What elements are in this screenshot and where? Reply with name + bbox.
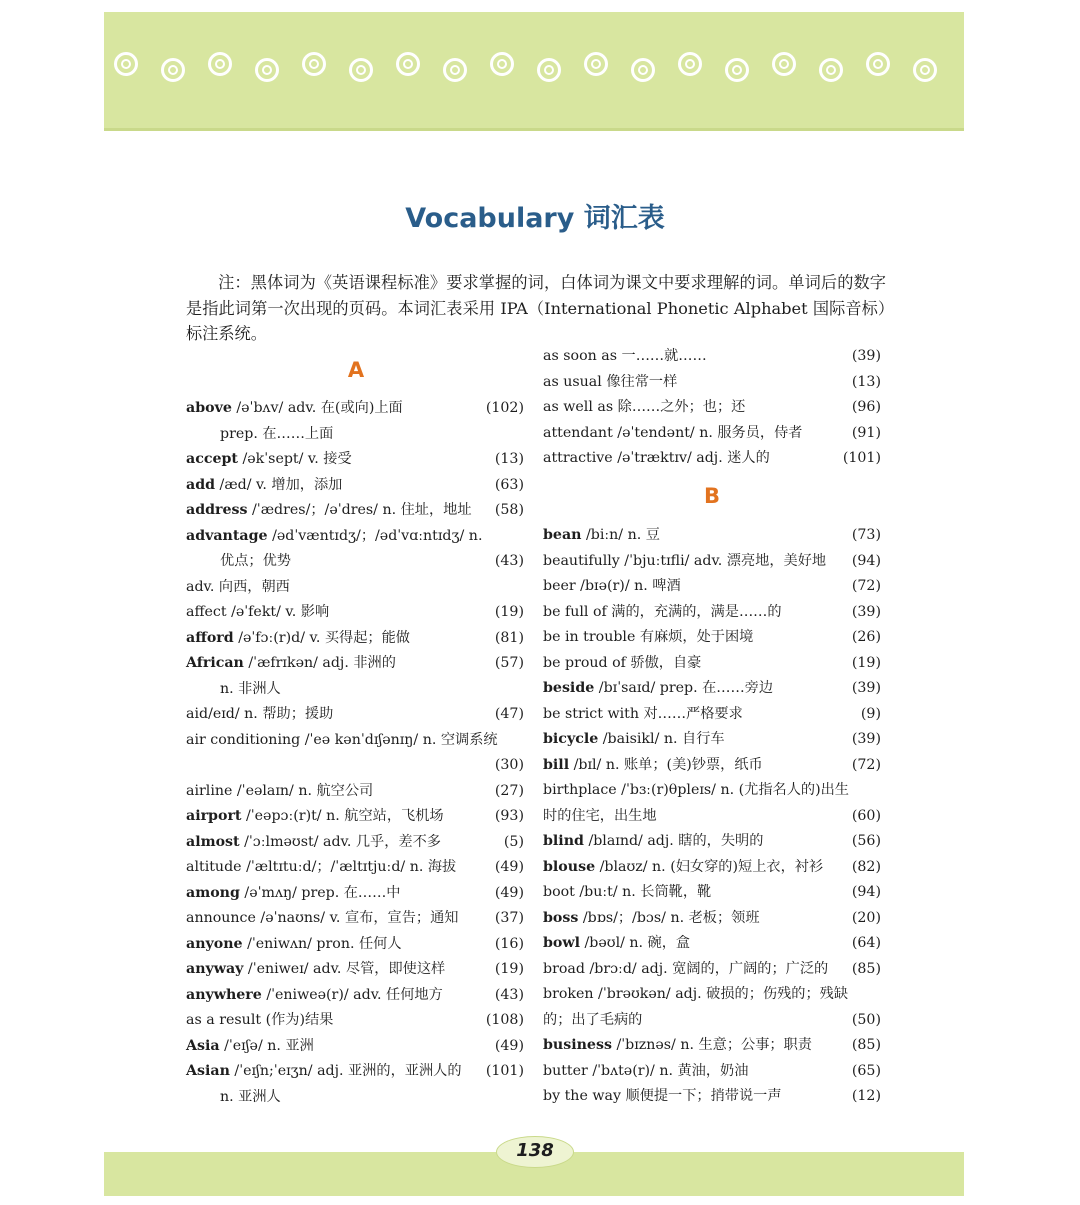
ring-ornament <box>255 58 279 82</box>
vocab-page-ref: (43) <box>494 986 524 1003</box>
vocab-entry-text <box>220 1085 281 1109</box>
intro-note-text: 注：黑体词为《英语课程标准》要求掌握的词，白体词为课文中要求理解的词。单词后的数字是指此词第一次出现的页码。本词汇表采用 IPA（International Phonetic Alphabet 国际音标）标注系统。 <box>186 273 886 343</box>
vocab-page-ref: (37) <box>494 910 524 926</box>
vocab-definition: 一……就…… <box>617 348 707 364</box>
vocab-entry <box>543 549 881 573</box>
vocab-definition: /ˈeə kənˈdɪʃənɪŋ/ n. 空调系统 <box>300 731 498 748</box>
vocab-entry <box>543 1008 881 1032</box>
vocab-definition: n. 非洲人 <box>220 680 281 697</box>
vocab-headword: address <box>186 502 248 518</box>
vocab-headword: as usual <box>543 373 602 390</box>
vocab-headword: announce <box>186 910 256 926</box>
vocab-page-ref: (64) <box>851 935 881 951</box>
vocab-page-ref: (13) <box>851 373 881 390</box>
vocab-page-ref: (94) <box>851 552 881 569</box>
vocab-definition: /əˈmʌŋ/ prep. 在……中 <box>239 884 401 901</box>
vocab-entry <box>543 753 881 777</box>
vocab-entry <box>186 702 524 726</box>
vocab-headword: Asian <box>186 1063 230 1079</box>
vocab-entry <box>186 855 524 879</box>
vocab-entry-text <box>186 575 290 599</box>
vocab-definition: (作为)结果 <box>261 1012 334 1028</box>
vocab-headword: business <box>543 1037 612 1053</box>
vocab-headword: boot <box>543 884 575 900</box>
vocab-headword: broad <box>543 960 585 977</box>
vocab-entry-text <box>186 498 472 522</box>
ring-ornament <box>302 52 326 76</box>
vocab-page-ref: (50) <box>851 1011 881 1028</box>
vocab-headword: affect <box>186 604 227 620</box>
ring-ornament <box>161 58 185 82</box>
vocab-entry <box>186 753 524 777</box>
vocab-definition: /ədˈvæntɪdʒ/；/ədˈvɑːntɪdʒ/ n. <box>267 527 483 544</box>
vocab-entry-text <box>543 1008 642 1032</box>
vocab-entry-text <box>543 651 701 675</box>
vocab-definition: /əˈfekt/ v. 影响 <box>226 604 330 620</box>
vocab-entry <box>186 498 524 522</box>
vocab-entry-text <box>543 880 711 904</box>
vocab-entry <box>543 523 881 547</box>
vocab-entry <box>543 957 881 981</box>
vocab-definition: /ˈeniweɪ/ adv. 尽管，即使这样 <box>243 961 446 977</box>
vocab-entry <box>186 396 524 420</box>
vocab-definition: /blaʊz/ n. (妇女穿的)短上衣，衬衫 <box>595 858 824 875</box>
vocab-headword: blouse <box>543 858 596 875</box>
vocab-page-ref: (91) <box>851 424 881 441</box>
vocab-definition: /ˈeɪʃə/ n. 亚洲 <box>219 1037 314 1054</box>
vocab-headword: bowl <box>543 935 580 951</box>
vocab-entry <box>186 651 524 675</box>
vocab-headword: afford <box>186 629 234 646</box>
vocab-entry-text <box>186 600 329 624</box>
vocab-entry-text <box>543 1084 782 1108</box>
vocab-definition: /əˈtræktɪv/ adj. 迷人的 <box>612 450 770 466</box>
vocab-entry <box>186 447 524 471</box>
vocab-entry <box>186 881 524 905</box>
vocab-headword: beside <box>543 680 595 696</box>
vocab-page-ref: (12) <box>851 1088 881 1104</box>
vocab-headword: aid <box>186 706 209 722</box>
vocab-page-ref: (58) <box>494 502 524 518</box>
vocab-entry <box>186 728 524 752</box>
ring-ornament <box>443 58 467 82</box>
vocab-definition: /bɪə(r)/ n. 啤酒 <box>575 578 681 594</box>
vocab-entry <box>186 1034 524 1058</box>
vocab-definition: /əˈfɔː(r)d/ v. 买得起；能做 <box>233 629 410 646</box>
vocab-page-ref: (85) <box>851 960 881 977</box>
vocab-definition: /biːn/ n. 豆 <box>581 527 660 543</box>
vocab-entry-text <box>543 574 681 598</box>
vocab-entry-text <box>543 446 770 470</box>
vocab-headword: attendant <box>543 424 613 441</box>
vocab-entry <box>186 1008 524 1032</box>
vocab-definition: 像往常一样 <box>601 373 678 390</box>
vocab-entry-text <box>543 778 849 802</box>
vocab-entry-text <box>543 906 760 930</box>
ring-ornament <box>866 52 890 76</box>
vocab-entry-text <box>220 549 291 573</box>
vocab-headword: air conditioning <box>186 731 301 748</box>
vocab-definition: /baisikl/ n. 自行车 <box>598 731 725 747</box>
ring-ornament <box>208 52 232 76</box>
vocab-entry <box>186 524 524 548</box>
page-number: 138 <box>516 1140 554 1161</box>
vocab-page-ref: (13) <box>494 451 524 467</box>
vocab-entry <box>186 906 524 930</box>
vocab-page-ref: (30) <box>494 757 524 773</box>
vocab-page-ref: (49) <box>494 884 524 901</box>
vocab-definition: /ˈbrəʊkən/ adj. 破损的；伤残的；残缺 <box>593 986 849 1002</box>
vocab-entry <box>543 855 881 879</box>
ring-ornament <box>725 58 749 82</box>
vocab-definition: 除……之外；也；还 <box>613 399 746 415</box>
vocab-entry <box>186 830 524 854</box>
vocab-entry <box>543 778 881 802</box>
vocab-entry-text <box>186 804 444 828</box>
vocab-page-ref: (19) <box>494 961 524 977</box>
vocab-page-ref: (101) <box>842 450 881 466</box>
vocab-definition: /ˈbɜː(r)θpleɪs/ n. (尤指名人的)出生 <box>616 782 849 798</box>
vocab-entry <box>186 804 524 828</box>
vocab-definition: 的；出了毛病的 <box>543 1011 643 1028</box>
vocab-definition: 有麻烦，处于困境 <box>635 629 754 645</box>
vocab-entry-text <box>543 727 725 751</box>
vocab-definition: /æd/ v. 增加，添加 <box>215 476 343 493</box>
vocab-entry-text <box>186 957 445 981</box>
vocab-definition: 时的住宅，出生地 <box>543 807 657 824</box>
vocab-headword: almost <box>186 833 240 850</box>
vocab-entry <box>543 574 881 598</box>
vocab-definition: /bɒs/；/bɔs/ n. 老板；领班 <box>578 909 760 926</box>
vocab-definition: adv. 向西，朝西 <box>186 578 290 595</box>
vocab-entry-text <box>543 702 743 726</box>
vocab-headword: airport <box>186 808 242 824</box>
vocab-definition: /ˈædres/；/əˈdres/ n. 住址，地址 <box>247 502 472 518</box>
vocab-headword: be full of <box>543 603 607 620</box>
vocab-headword: bill <box>543 756 570 773</box>
vocab-entry <box>186 677 524 701</box>
page-title: Vocabulary 词汇表 <box>405 203 665 234</box>
vocab-entry-text <box>186 473 342 497</box>
vocab-headword: anyway <box>186 961 244 977</box>
vocab-page-ref: (49) <box>494 859 524 875</box>
vocab-headword: as a result <box>186 1012 262 1028</box>
vocab-entry <box>186 779 524 803</box>
vocab-definition: /əkˈsept/ v. 接受 <box>237 451 352 467</box>
vocab-page-ref: (26) <box>851 629 881 645</box>
vocab-headword: beautifully <box>543 552 620 569</box>
vocab-definition: 满的，充满的，满是……的 <box>606 603 782 620</box>
vocab-entry <box>543 421 881 445</box>
top-decorative-banner <box>104 12 964 131</box>
vocab-headword: anywhere <box>186 986 262 1003</box>
ring-ornament <box>490 52 514 76</box>
vocab-page-ref: (93) <box>494 808 524 824</box>
vocab-entry <box>543 1084 881 1108</box>
vocab-entry <box>543 804 881 828</box>
vocab-entry-text <box>543 625 753 649</box>
vocab-headword: among <box>186 884 240 901</box>
vocab-entry <box>543 906 881 930</box>
vocab-entry <box>543 1033 881 1057</box>
ring-ornament <box>631 58 655 82</box>
vocab-headword: be in trouble <box>543 629 636 645</box>
vocab-entry <box>186 549 524 573</box>
ring-ornament <box>678 52 702 76</box>
vocab-entry <box>186 575 524 599</box>
vocab-entry <box>543 395 881 419</box>
vocab-page-ref: (16) <box>494 935 524 952</box>
vocab-definition: /əˈtendənt/ n. 服务员，侍者 <box>612 424 803 441</box>
vocab-definition: /ˈeɪʃn;ˈeɪʒn/ adj. 亚洲的，亚洲人的 <box>229 1063 462 1079</box>
vocab-headword: anyone <box>186 935 243 952</box>
vocab-entry-text <box>543 1059 748 1083</box>
vocab-definition: /bɪl/ n. 账单；(美)钞票，纸币 <box>569 756 763 773</box>
vocab-definition: prep. 在……上面 <box>220 425 334 442</box>
vocab-headword: birthplace <box>543 782 617 798</box>
vocab-headword: by the way <box>543 1088 621 1104</box>
vocab-page-ref: (49) <box>494 1037 524 1054</box>
vocab-entry <box>543 829 881 853</box>
vocab-page-ref: (19) <box>494 604 524 620</box>
vocab-headword: add <box>186 476 216 493</box>
vocab-headword: airline <box>186 782 233 799</box>
ring-ornament <box>819 58 843 82</box>
vocab-entry <box>186 600 524 624</box>
vocab-entry-text <box>543 421 803 445</box>
vocab-definition: /əˈbʌv/ adv. 在(或向)上面 <box>231 400 403 416</box>
vocab-entry <box>186 957 524 981</box>
vocab-entry-text <box>186 1034 314 1058</box>
vocab-definition: /bəʊl/ n. 碗，盒 <box>580 935 691 951</box>
vocab-headword: as soon as <box>543 348 617 364</box>
vocab-headword: boss <box>543 909 579 926</box>
vocab-headword: African <box>186 655 244 671</box>
vocab-page-ref: (57) <box>494 655 524 671</box>
vocab-entry-text <box>186 932 402 956</box>
vocab-page-ref: (39) <box>851 603 881 620</box>
vocab-definition: /ˈeəpɔː(r)t/ n. 航空站，飞机场 <box>241 808 444 824</box>
vocab-page-ref: (101) <box>485 1063 524 1079</box>
vocab-entry-text <box>543 931 690 955</box>
vocab-definition: /ˈeniweə(r)/ adv. 任何地方 <box>261 986 443 1003</box>
vocab-definition: /ˈeəlaɪn/ n. 航空公司 <box>232 782 374 799</box>
vocab-entry <box>186 1085 524 1109</box>
vocab-entry <box>543 370 881 394</box>
ring-ornament <box>349 58 373 82</box>
vocab-definition: /ˈæfrɪkən/ adj. 非洲的 <box>243 655 396 671</box>
vocab-entry <box>543 625 881 649</box>
vocab-entry <box>543 651 881 675</box>
vocab-entry <box>543 446 881 470</box>
vocab-page-ref: (9) <box>860 705 881 722</box>
vocab-entry-text <box>543 804 657 828</box>
vocab-definition: /ˈɔːlməʊst/ adv. 几乎，差不多 <box>239 833 441 850</box>
vocab-entry-text <box>186 1008 333 1032</box>
vocab-definition: n. 亚洲人 <box>220 1088 281 1105</box>
vocab-entry <box>186 473 524 497</box>
vocab-entry <box>543 982 881 1006</box>
vocab-entry-text <box>186 983 443 1007</box>
vocab-page-ref: (39) <box>851 731 881 747</box>
vocab-entry-text <box>186 396 403 420</box>
vocab-entry-text <box>543 1033 812 1057</box>
vocab-definition: /brɔːd/ adj. 宽阔的，广阔的；广泛的 <box>584 960 829 977</box>
vocab-entry-text <box>186 524 482 548</box>
vocab-page-ref: (72) <box>851 756 881 773</box>
vocab-page-ref: (5) <box>503 833 524 850</box>
vocab-headword: be proud of <box>543 654 626 671</box>
vocab-entry-text <box>186 1059 462 1083</box>
vocab-page-ref: (60) <box>851 807 881 824</box>
vocab-entry-text <box>186 855 456 879</box>
vocab-page-ref: (73) <box>851 527 881 543</box>
ring-ornament <box>537 58 561 82</box>
intro-note <box>186 270 886 347</box>
vocab-page-ref: (81) <box>494 629 524 646</box>
vocab-entry-text <box>543 676 773 700</box>
vocab-page-ref: (94) <box>851 884 881 900</box>
vocab-headword: beer <box>543 578 576 594</box>
vocab-entry-text <box>543 753 763 777</box>
vocab-entry <box>186 422 524 446</box>
vocab-headword: as well as <box>543 399 614 415</box>
vocab-headword: Asia <box>186 1037 220 1054</box>
vocab-definition: 骄傲，自豪 <box>625 654 702 671</box>
vocab-entry <box>543 676 881 700</box>
vocab-entry-text <box>186 830 441 854</box>
vocab-headword: above <box>186 400 232 416</box>
vocab-entry <box>543 702 881 726</box>
vocab-entry-text <box>220 677 281 701</box>
vocab-page-ref: (19) <box>851 654 881 671</box>
vocab-entry-text <box>543 549 826 573</box>
vocab-definition: /buːt/ n. 长筒靴，靴 <box>574 884 712 900</box>
vocab-entry-text <box>543 982 848 1006</box>
ring-ornament <box>913 58 937 82</box>
vocab-entry <box>186 983 524 1007</box>
vocab-page-ref: (43) <box>494 553 524 569</box>
vocab-page-ref: (65) <box>851 1062 881 1079</box>
vocab-entry-text <box>543 829 763 853</box>
ring-ornament <box>772 52 796 76</box>
vocab-page-ref: (72) <box>851 578 881 594</box>
vocab-entry-text <box>543 344 707 368</box>
vocab-headword: be strict with <box>543 705 639 722</box>
vocab-entry-text <box>186 447 352 471</box>
vocab-entry-text <box>186 881 401 905</box>
ring-ornament <box>114 52 138 76</box>
vocab-headword: attractive <box>543 450 613 466</box>
vocab-page-ref: (39) <box>851 348 881 364</box>
vocab-entry-text <box>543 395 745 419</box>
vocab-entry-text <box>543 600 782 624</box>
vocab-page-ref: (27) <box>494 782 524 799</box>
vocab-definition: 优点；优势 <box>220 553 291 569</box>
vocab-entry-text <box>543 855 823 879</box>
vocab-headword: blind <box>543 833 584 849</box>
vocab-entry <box>186 1059 524 1083</box>
vocab-headword: accept <box>186 451 238 467</box>
vocab-definition: /əˈnaʊns/ v. 宣布，宣告；通知 <box>255 910 459 926</box>
vocab-definition: 顺便提一下；捎带说一声 <box>620 1088 782 1104</box>
vocab-entry-text <box>186 906 458 930</box>
vocab-entry <box>543 600 881 624</box>
vocab-entry <box>543 727 881 751</box>
page-number-badge <box>496 1136 574 1168</box>
vocab-entry <box>543 1059 881 1083</box>
vocab-page-ref: (39) <box>851 680 881 696</box>
ring-decoration <box>114 50 954 90</box>
section-letter-b: B <box>703 484 720 508</box>
vocab-entry-text <box>186 779 373 803</box>
vocab-entry-text <box>186 651 396 675</box>
vocab-definition: /ˈeniwʌn/ pron. 任何人 <box>242 935 402 952</box>
vocab-headword: butter <box>543 1062 588 1079</box>
vocab-entry <box>186 932 524 956</box>
vocab-definition: 对……严格要求 <box>638 705 743 722</box>
vocab-page-ref: (20) <box>851 909 881 926</box>
vocab-entry <box>186 626 524 650</box>
vocab-entry-text <box>186 728 498 752</box>
vocab-headword: bean <box>543 527 582 543</box>
vocab-headword: broken <box>543 986 594 1002</box>
ring-ornament <box>396 52 420 76</box>
vocab-page-ref: (47) <box>494 706 524 722</box>
section-letter-a: A <box>347 358 365 382</box>
vocab-entry-text <box>543 523 660 547</box>
vocab-entry <box>543 880 881 904</box>
vocab-entry-text <box>186 626 410 650</box>
vocab-entry <box>543 344 881 368</box>
ring-ornament <box>584 52 608 76</box>
vocab-definition: /bɪˈsaɪd/ prep. 在……旁边 <box>594 680 774 696</box>
vocab-headword: bicycle <box>543 731 599 747</box>
vocab-page-ref: (56) <box>851 833 881 849</box>
vocab-page-ref: (63) <box>494 476 524 493</box>
vocab-entry <box>543 931 881 955</box>
vocab-headword: advantage <box>186 527 268 544</box>
vocab-entry-text <box>220 422 333 446</box>
vocab-page-ref: (108) <box>485 1012 524 1028</box>
vocab-definition: /ˈbʌtə(r)/ n. 黄油，奶油 <box>587 1062 749 1079</box>
vocab-definition: /ˈbjuːtɪfli/ adv. 漂亮地，美好地 <box>619 552 827 569</box>
vocab-definition: /ˈæltɪtuːd/；/ˈæltɪtjuːd/ n. 海拔 <box>241 859 457 875</box>
vocab-entry-text <box>543 957 828 981</box>
vocab-definition: /ˈbɪznəs/ n. 生意；公事；职责 <box>611 1037 812 1053</box>
vocab-page-ref: (82) <box>851 858 881 875</box>
vocab-page-ref: (85) <box>851 1037 881 1053</box>
vocab-entry-text <box>543 370 677 394</box>
vocab-definition: /blaɪnd/ adj. 瞎的，失明的 <box>583 833 764 849</box>
vocab-page-ref: (96) <box>851 399 881 415</box>
vocab-page-ref: (102) <box>485 400 524 416</box>
vocab-entry-text <box>186 702 333 726</box>
vocab-definition: /eɪd/ n. 帮助；援助 <box>208 706 334 722</box>
vocab-headword: altitude <box>186 859 242 875</box>
